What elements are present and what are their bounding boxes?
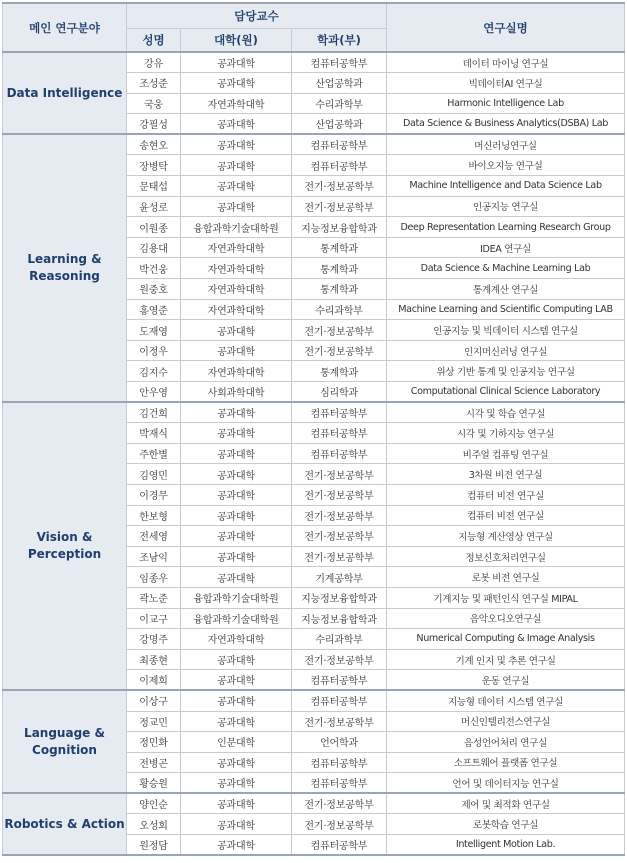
name-cell: 홍영준: [127, 299, 181, 320]
dept-cell: 컴퓨터공학부: [292, 52, 387, 73]
name-cell: 윤성로: [127, 196, 181, 217]
lab-cell: 정보신호처리연구실: [387, 546, 625, 567]
name-cell: 조남익: [127, 546, 181, 567]
lab-cell: 제어 및 최적화 연구실: [387, 793, 625, 814]
college-cell: 공과대학: [181, 340, 292, 361]
lab-cell: 로봇학습 연구실: [387, 814, 625, 835]
dept-cell: 통계학과: [292, 237, 387, 258]
lab-cell: 컴퓨터 비전 연구실: [387, 484, 625, 505]
name-cell: 이정우: [127, 340, 181, 361]
lab-cell: 빅데이터AI 연구실: [387, 73, 625, 94]
area-cell: Language & Cognition: [3, 690, 127, 793]
college-cell: 공과대학: [181, 155, 292, 176]
dept-cell: 컴퓨터공학부: [292, 835, 387, 856]
college-cell: 공과대학: [181, 464, 292, 485]
name-cell: 국웅: [127, 93, 181, 114]
dept-cell: 통계학과: [292, 279, 387, 300]
college-cell: 공과대학: [181, 320, 292, 341]
college-cell: 융합과학기술대학원: [181, 217, 292, 238]
name-cell: 원정담: [127, 835, 181, 856]
college-cell: 자연과학대학: [181, 93, 292, 114]
dept-cell: 심리학과: [292, 382, 387, 403]
lab-cell: 비주얼 컴퓨팅 연구실: [387, 443, 625, 464]
college-cell: 공과대학: [181, 690, 292, 711]
group-section: [3, 402, 625, 690]
dept-cell: 통계학과: [292, 258, 387, 279]
lab-cell: Machine Intelligence and Data Science Lab: [387, 176, 625, 197]
table-row: [3, 134, 625, 155]
lab-cell: 위상 기반 통계 및 인공지능 연구실: [387, 361, 625, 382]
lab-cell: Harmonic Intelligence Lab: [387, 93, 625, 114]
name-cell: 안우영: [127, 382, 181, 403]
dept-cell: 수리과학부: [292, 629, 387, 650]
college-cell: 공과대학: [181, 484, 292, 505]
dept-cell: 컴퓨터공학부: [292, 752, 387, 773]
lab-cell: 로봇 비전 연구실: [387, 567, 625, 588]
name-cell: 도재영: [127, 320, 181, 341]
lab-cell: IDEA 연구실: [387, 237, 625, 258]
lab-cell: 지능형 계산영상 연구실: [387, 526, 625, 547]
dept-cell: 산업공학과: [292, 73, 387, 94]
lab-cell: 소프트웨어 플랫폼 연구실: [387, 752, 625, 773]
dept-cell: 컴퓨터공학부: [292, 773, 387, 794]
college-cell: 공과대학: [181, 134, 292, 155]
name-cell: 원중호: [127, 279, 181, 300]
name-cell: 김건희: [127, 402, 181, 423]
college-cell: 공과대학: [181, 814, 292, 835]
dept-cell: 컴퓨터공학부: [292, 670, 387, 691]
header-main-area: 메인 연구분야: [3, 3, 127, 52]
college-cell: 공과대학: [181, 423, 292, 444]
name-cell: 주한별: [127, 443, 181, 464]
name-cell: 양인순: [127, 793, 181, 814]
area-cell: Learning & Reasoning: [3, 134, 127, 402]
name-cell: 김용대: [127, 237, 181, 258]
dept-cell: 수리과학부: [292, 93, 387, 114]
college-cell: 자연과학대학: [181, 279, 292, 300]
dept-cell: 전기·정보공학부: [292, 340, 387, 361]
dept-cell: 컴퓨터공학부: [292, 402, 387, 423]
lab-cell: Intelligent Motion Lab.: [387, 835, 625, 856]
college-cell: 공과대학: [181, 443, 292, 464]
area-cell: Robotics & Action: [3, 793, 127, 855]
college-cell: 공과대학: [181, 52, 292, 73]
lab-cell: Data Science & Business Analytics(DSBA) Lab: [387, 114, 625, 135]
college-cell: 공과대학: [181, 835, 292, 856]
research-table: [2, 2, 625, 856]
college-cell: 자연과학대학: [181, 629, 292, 650]
lab-cell: Computational Clinical Science Laboratory: [387, 382, 625, 403]
dept-cell: 전기·정보공학부: [292, 176, 387, 197]
header-lab: 연구실명: [387, 3, 625, 52]
lab-cell: 인공지능 연구실: [387, 196, 625, 217]
group-section: [3, 134, 625, 402]
college-cell: 사회과학대학: [181, 382, 292, 403]
dept-cell: 지능정보융합학과: [292, 608, 387, 629]
college-cell: 자연과학대학: [181, 258, 292, 279]
dept-cell: 전기·정보공학부: [292, 711, 387, 732]
name-cell: 전병곤: [127, 752, 181, 773]
college-cell: 자연과학대학: [181, 299, 292, 320]
college-cell: 공과대학: [181, 773, 292, 794]
name-cell: 강명주: [127, 629, 181, 650]
name-cell: 강필성: [127, 114, 181, 135]
college-cell: 공과대학: [181, 73, 292, 94]
dept-cell: 통계학과: [292, 361, 387, 382]
dept-cell: 전기·정보공학부: [292, 320, 387, 341]
college-cell: 공과대학: [181, 114, 292, 135]
college-cell: 공과대학: [181, 546, 292, 567]
dept-cell: 컴퓨터공학부: [292, 134, 387, 155]
lab-cell: 시각 및 학습 연구실: [387, 402, 625, 423]
table-row: [3, 52, 625, 73]
dept-cell: 전기·정보공학부: [292, 526, 387, 547]
name-cell: 정교민: [127, 711, 181, 732]
college-cell: 융합과학기술대학원: [181, 608, 292, 629]
college-cell: 공과대학: [181, 402, 292, 423]
dept-cell: 수리과학부: [292, 299, 387, 320]
lab-cell: 음성언어처리 연구실: [387, 732, 625, 753]
name-cell: 이상구: [127, 690, 181, 711]
college-cell: 자연과학대학: [181, 237, 292, 258]
lab-cell: 지능형 데이터 시스템 연구실: [387, 690, 625, 711]
dept-cell: 컴퓨터공학부: [292, 155, 387, 176]
name-cell: 문태섭: [127, 176, 181, 197]
college-cell: 공과대학: [181, 505, 292, 526]
lab-cell: 컴퓨터 비전 연구실: [387, 505, 625, 526]
college-cell: 공과대학: [181, 793, 292, 814]
dept-cell: 전기·정보공학부: [292, 546, 387, 567]
header-professor: 담당교수: [127, 3, 387, 29]
lab-cell: 기계지능 및 패턴인식 연구실 MIPAL: [387, 587, 625, 608]
name-cell: 박재식: [127, 423, 181, 444]
lab-cell: 언어 및 데이터지능 연구실: [387, 773, 625, 794]
dept-cell: 컴퓨터공학부: [292, 690, 387, 711]
dept-cell: 지능정보융합학과: [292, 587, 387, 608]
college-cell: 공과대학: [181, 649, 292, 670]
dept-cell: 전기·정보공학부: [292, 464, 387, 485]
name-cell: 전세영: [127, 526, 181, 547]
lab-cell: 인지머신러닝 연구실: [387, 340, 625, 361]
college-cell: 공과대학: [181, 196, 292, 217]
lab-cell: Machine Learning and Scientific Computing LAB: [387, 299, 625, 320]
college-cell: 공과대학: [181, 711, 292, 732]
header-name: 성명: [127, 29, 181, 53]
name-cell: 곽노준: [127, 587, 181, 608]
college-cell: 공과대학: [181, 567, 292, 588]
name-cell: 이제희: [127, 670, 181, 691]
lab-cell: 인공지능 및 빅데이터 시스템 연구실: [387, 320, 625, 341]
name-cell: 조성준: [127, 73, 181, 94]
lab-cell: 데이터 마이닝 연구실: [387, 52, 625, 73]
group-section: [3, 690, 625, 793]
lab-cell: Deep Representation Learning Research Group: [387, 217, 625, 238]
header-college: 대학(원): [181, 29, 292, 53]
dept-cell: 기계공학부: [292, 567, 387, 588]
table-row: [3, 793, 625, 814]
name-cell: 임종우: [127, 567, 181, 588]
college-cell: 공과대학: [181, 670, 292, 691]
college-cell: 공과대학: [181, 752, 292, 773]
lab-cell: 기계 인지 및 추론 연구실: [387, 649, 625, 670]
dept-cell: 컴퓨터공학부: [292, 443, 387, 464]
dept-cell: 산업공학과: [292, 114, 387, 135]
name-cell: 최종현: [127, 649, 181, 670]
table-row: [3, 690, 625, 711]
name-cell: 장병탁: [127, 155, 181, 176]
dept-cell: 전기·정보공학부: [292, 814, 387, 835]
dept-cell: 컴퓨터공학부: [292, 423, 387, 444]
lab-cell: 통계계산 연구실: [387, 279, 625, 300]
lab-cell: 운동 연구실: [387, 670, 625, 691]
lab-cell: Data Science & Machine Learning Lab: [387, 258, 625, 279]
lab-cell: Numerical Computing & Image Analysis: [387, 629, 625, 650]
dept-cell: 언어학과: [292, 732, 387, 753]
college-cell: 인문대학: [181, 732, 292, 753]
lab-cell: 바이오지능 연구실: [387, 155, 625, 176]
college-cell: 공과대학: [181, 176, 292, 197]
name-cell: 한보형: [127, 505, 181, 526]
college-cell: 자연과학대학: [181, 361, 292, 382]
dept-cell: 전기·정보공학부: [292, 196, 387, 217]
name-cell: 이원종: [127, 217, 181, 238]
name-cell: 오성회: [127, 814, 181, 835]
dept-cell: 전기·정보공학부: [292, 505, 387, 526]
table-header: [3, 3, 625, 52]
group-section: [3, 52, 625, 134]
header-dept: 학과(부): [292, 29, 387, 53]
name-cell: 송현오: [127, 134, 181, 155]
name-cell: 이경무: [127, 484, 181, 505]
college-cell: 공과대학: [181, 526, 292, 547]
college-cell: 융합과학기술대학원: [181, 587, 292, 608]
lab-cell: 시각 및 기하지능 연구실: [387, 423, 625, 444]
name-cell: 박건웅: [127, 258, 181, 279]
name-cell: 김지수: [127, 361, 181, 382]
table-row: [3, 402, 625, 423]
lab-cell: 머신인텔리전스연구실: [387, 711, 625, 732]
group-section: [3, 793, 625, 855]
lab-cell: 머신러닝연구실: [387, 134, 625, 155]
dept-cell: 전기·정보공학부: [292, 649, 387, 670]
dept-cell: 지능정보융합학과: [292, 217, 387, 238]
lab-cell: 음악오디오연구실: [387, 608, 625, 629]
name-cell: 이교구: [127, 608, 181, 629]
area-cell: Vision & Perception: [3, 402, 127, 690]
name-cell: 김영민: [127, 464, 181, 485]
dept-cell: 전기·정보공학부: [292, 793, 387, 814]
name-cell: 황승원: [127, 773, 181, 794]
name-cell: 강유: [127, 52, 181, 73]
dept-cell: 전기·정보공학부: [292, 484, 387, 505]
name-cell: 정민화: [127, 732, 181, 753]
area-cell: Data Intelligence: [3, 52, 127, 134]
lab-cell: 3차원 비전 연구실: [387, 464, 625, 485]
